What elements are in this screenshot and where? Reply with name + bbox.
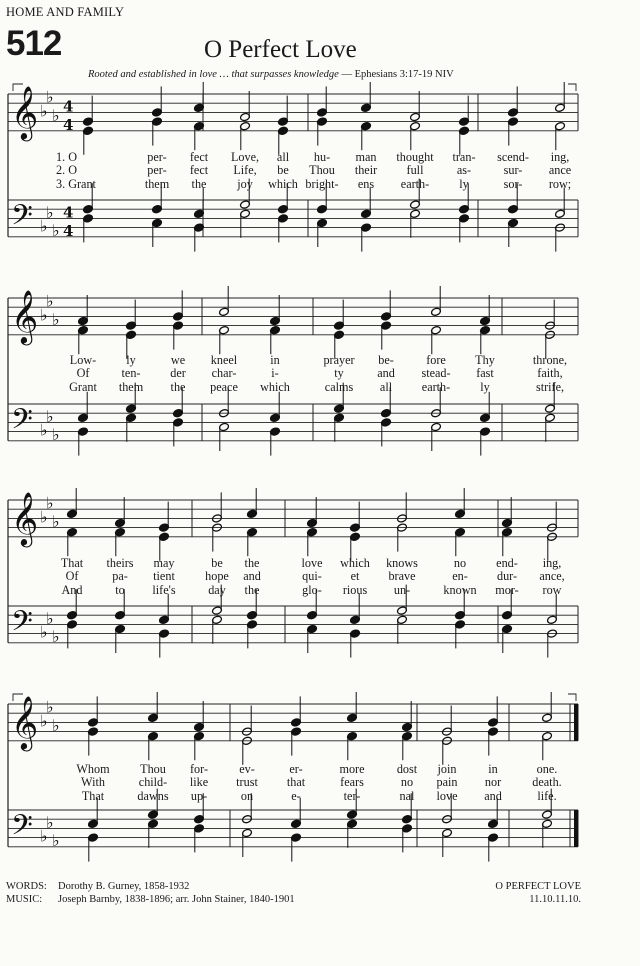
flat-icon: ♭ — [40, 711, 48, 731]
flat-icon: ♭ — [52, 310, 60, 329]
lyric-syllable: mor- — [495, 582, 519, 597]
lyric-syllable: char- — [211, 366, 237, 381]
lyric-syllable: row; — [548, 176, 572, 191]
lyric-syllable: for- — [189, 762, 209, 776]
lyric-syllable: and — [377, 366, 395, 381]
lyric-syllable: Grant — [69, 379, 97, 394]
flat-icon: ♭ — [46, 493, 54, 513]
lyric-syllable: ing, — [542, 556, 562, 570]
lyric-syllable: may — [153, 556, 175, 570]
phrase-bracket — [13, 84, 576, 91]
lyric-syllable: sur- — [503, 163, 523, 178]
lyric-syllable: fears — [340, 775, 364, 790]
flat-icon: ♭ — [52, 221, 60, 241]
lyric-syllable: them — [144, 176, 170, 191]
bass-clef-icon: 𝄢 — [11, 199, 33, 239]
lyric-syllable: no — [400, 775, 414, 790]
lyric-syllable: nal — [399, 788, 415, 803]
final-barline — [574, 810, 578, 847]
tune-name: O PERFECT LOVE — [495, 881, 581, 892]
lyric-syllable: full — [406, 163, 424, 178]
lyric-syllable: qui- — [302, 569, 322, 584]
treble-clef-icon: 𝄞 — [11, 695, 39, 749]
lyric-syllable: and — [243, 569, 261, 584]
lyric-syllable: stead- — [421, 366, 451, 381]
bass-clef-icon: 𝄢 — [11, 605, 33, 645]
lyric-syllable: scend- — [497, 150, 529, 164]
lyric-syllable: e- — [291, 788, 301, 803]
lyric-syllable: fast — [476, 366, 494, 381]
lyric-syllable: tran- — [452, 150, 476, 164]
lyric-syllable: hu- — [313, 150, 331, 164]
lyric-syllable: the — [191, 176, 207, 191]
lyric-syllable: kneel — [210, 353, 238, 367]
section-heading: HOME AND FAMILY — [6, 5, 125, 19]
lyric-syllable: which — [260, 379, 290, 394]
lyric-syllable: Whom — [76, 762, 110, 776]
lyric-syllable: bright- — [305, 176, 339, 191]
music-label: MUSIC: — [6, 894, 43, 905]
lyric-syllable: earth- — [421, 379, 451, 394]
lyric-syllable: known — [443, 582, 477, 597]
lyric-syllable: more — [339, 762, 365, 776]
flat-icon: ♭ — [46, 406, 54, 426]
lyric-syllable: dawns — [137, 788, 169, 803]
words-credit: Dorothy B. Gurney, 1858-1932 — [58, 881, 190, 892]
lyric-syllable: ing, — [550, 150, 570, 164]
flat-icon: ♭ — [40, 420, 48, 440]
flat-icon: ♭ — [40, 622, 48, 642]
lyric-syllable: dur- — [496, 569, 518, 584]
flat-icon: ♭ — [40, 305, 48, 325]
flat-icon: ♭ — [52, 106, 60, 125]
lyric-syllable: fect — [189, 150, 209, 164]
lyric-syllable: their — [354, 163, 378, 178]
lyric-syllable: fore — [426, 353, 446, 367]
lyric-syllable: love — [436, 788, 458, 803]
lyric-syllable: Of — [65, 569, 79, 584]
epigraph — [88, 69, 454, 80]
lyric-syllable: one. — [536, 762, 558, 776]
lyric-syllable: en- — [452, 569, 468, 584]
flat-icon: ♭ — [52, 627, 60, 647]
lyric-syllable: ance, — [539, 569, 565, 584]
lyric-syllable: knows — [386, 556, 418, 570]
treble-clef-icon: 𝄞 — [11, 491, 39, 545]
lyric-syllable: throne, — [532, 353, 568, 367]
lyric-syllable: ter- — [343, 788, 361, 803]
lyric-syllable: faith, — [537, 366, 563, 381]
lyric-syllable: hope — [205, 569, 229, 584]
lyric-syllable: That — [81, 788, 105, 803]
epigraph-reference: — Ephesians 3:17-19 NIV — [341, 69, 454, 80]
lyric-syllable: life's — [152, 582, 176, 597]
flat-icon: ♭ — [40, 101, 48, 121]
lyric-syllable: pain — [436, 775, 458, 790]
hymn-title: O Perfect Love — [204, 36, 357, 63]
final-barline — [574, 704, 578, 741]
lyric-syllable: pa- — [112, 569, 128, 584]
music-credit: Joseph Barnby, 1838-1896; arr. John Stainer, 1840-1901 — [58, 894, 295, 905]
lyric-syllable: Of — [76, 366, 90, 381]
lyric-syllable: ty — [334, 366, 344, 381]
lyric-syllable: ly — [126, 353, 136, 367]
lyric-syllable: 3. Grant — [56, 176, 96, 191]
lyric-syllable: prayer — [323, 353, 355, 367]
lyric-syllable: ly — [459, 176, 469, 191]
lyric-syllable: man — [355, 150, 377, 164]
lyric-syllable: which — [340, 556, 370, 570]
lyric-syllable: brave — [388, 569, 416, 584]
lyric-syllable: Thou — [140, 762, 166, 776]
bass-clef-icon: 𝄢 — [11, 403, 33, 443]
lyric-syllable: the — [244, 556, 260, 570]
flat-icon: ♭ — [40, 826, 48, 846]
flat-icon: ♭ — [52, 831, 60, 851]
lyric-syllable: Thou — [309, 163, 335, 178]
lyric-syllable: we — [170, 353, 186, 367]
lyric-syllable: day — [208, 582, 226, 597]
lyric-syllable: fect — [189, 163, 209, 178]
credits — [6, 880, 295, 906]
lyric-syllable: un- — [393, 582, 411, 597]
lyric-syllable: row — [542, 582, 562, 597]
lyric-syllable: love — [301, 556, 323, 570]
lyric-syllable: Life, — [233, 163, 257, 178]
flat-icon: ♭ — [46, 697, 54, 717]
lyric-syllable: Thy — [475, 353, 495, 367]
lyric-syllable: calms — [324, 379, 354, 394]
lyric-syllable: glo- — [302, 582, 322, 597]
lyric-syllable: i- — [271, 366, 279, 381]
lyric-syllable: 2. O — [56, 163, 77, 178]
lyric-syllable: With — [81, 775, 105, 790]
epigraph-text: Rooted and established in love … that surpasses knowledge — [88, 69, 339, 80]
lyric-syllable: Love, — [230, 150, 260, 164]
lyric-syllable: peace — [210, 379, 238, 394]
lyric-syllable: Low- — [69, 353, 97, 367]
lyric-syllable: in — [488, 762, 498, 776]
flat-icon: ♭ — [46, 202, 54, 222]
lyric-syllable: death. — [532, 775, 562, 790]
lyric-syllable: strife, — [535, 379, 565, 394]
lyric-syllable: the — [244, 582, 260, 597]
lyric-syllable: child- — [138, 775, 168, 790]
flat-icon: ♭ — [46, 812, 54, 832]
time-signature-bottom: 4 — [63, 115, 74, 134]
lyric-syllable: ens — [357, 176, 375, 191]
lyric-syllable: nor — [484, 775, 502, 790]
lyric-syllable: up- — [190, 788, 208, 803]
lyric-syllable: join — [437, 762, 457, 776]
lyric-syllable: thought — [396, 150, 434, 164]
flat-icon: ♭ — [52, 425, 60, 445]
lyric-syllable: der — [170, 366, 186, 381]
lyric-syllable: ance — [548, 163, 572, 178]
tune-meter: 11.10.11.10. — [529, 894, 581, 905]
lyric-syllable: earth- — [400, 176, 430, 191]
lyric-syllable: rious — [342, 582, 368, 597]
lyric-syllable: to — [115, 582, 125, 597]
lyric-syllable: the — [170, 379, 186, 394]
lyric-syllable: per- — [147, 150, 167, 164]
time-signature-bottom: 4 — [63, 221, 74, 240]
lyric-syllable: in — [270, 353, 280, 367]
lyric-syllable: et — [350, 569, 360, 584]
lyric-syllable: sor- — [503, 176, 523, 191]
flat-icon: ♭ — [46, 291, 54, 311]
lyric-syllable: dost — [396, 762, 418, 776]
lyric-syllable: tient — [153, 569, 175, 584]
lyric-syllable: trust — [236, 775, 258, 790]
time-signature-top: 4 — [63, 97, 74, 116]
bass-clef-icon: 𝄢 — [11, 809, 33, 849]
lyric-syllable: joy — [237, 176, 253, 191]
lyric-syllable: ev- — [239, 762, 255, 776]
lyric-syllable: on — [240, 788, 254, 803]
flat-icon: ♭ — [52, 716, 60, 735]
words-label: WORDS: — [6, 881, 47, 892]
lyric-syllable: And — [61, 582, 83, 597]
flat-icon: ♭ — [46, 608, 54, 628]
flat-icon: ♭ — [52, 512, 60, 531]
lyric-syllable: that — [286, 775, 306, 790]
lyric-syllable: be — [211, 556, 223, 570]
lyric-syllable: That — [60, 556, 84, 570]
lyric-syllable: and — [484, 788, 502, 803]
lyric-syllable: all — [276, 150, 290, 164]
lyric-syllable: ly — [480, 379, 490, 394]
lyric-syllable: all — [379, 379, 393, 394]
flat-icon: ♭ — [40, 507, 48, 527]
lyric-syllable: end- — [496, 556, 518, 570]
lyric-syllable: per- — [147, 163, 167, 178]
tune-info — [495, 880, 581, 906]
lyric-syllable: be — [277, 163, 289, 178]
lyric-syllable: no — [453, 556, 467, 570]
lyric-syllable: which — [268, 176, 298, 191]
time-signature-top: 4 — [63, 203, 74, 222]
lyric-syllable: er- — [289, 762, 303, 776]
hymn-number: 512 — [6, 24, 62, 63]
lyric-syllable: them — [118, 379, 144, 394]
lyric-syllable: life. — [537, 788, 557, 803]
treble-clef-icon: 𝄞 — [11, 289, 39, 343]
lyric-syllable: be- — [378, 353, 394, 367]
lyric-syllable: like — [189, 775, 209, 790]
lyric-syllable: 1. O — [56, 150, 77, 164]
flat-icon: ♭ — [40, 216, 48, 236]
lyric-syllable: ten- — [121, 366, 141, 381]
treble-clef-icon: 𝄞 — [11, 85, 39, 139]
lyric-syllable: theirs — [106, 556, 134, 570]
flat-icon: ♭ — [46, 87, 54, 107]
lyric-syllable: as- — [456, 163, 472, 178]
